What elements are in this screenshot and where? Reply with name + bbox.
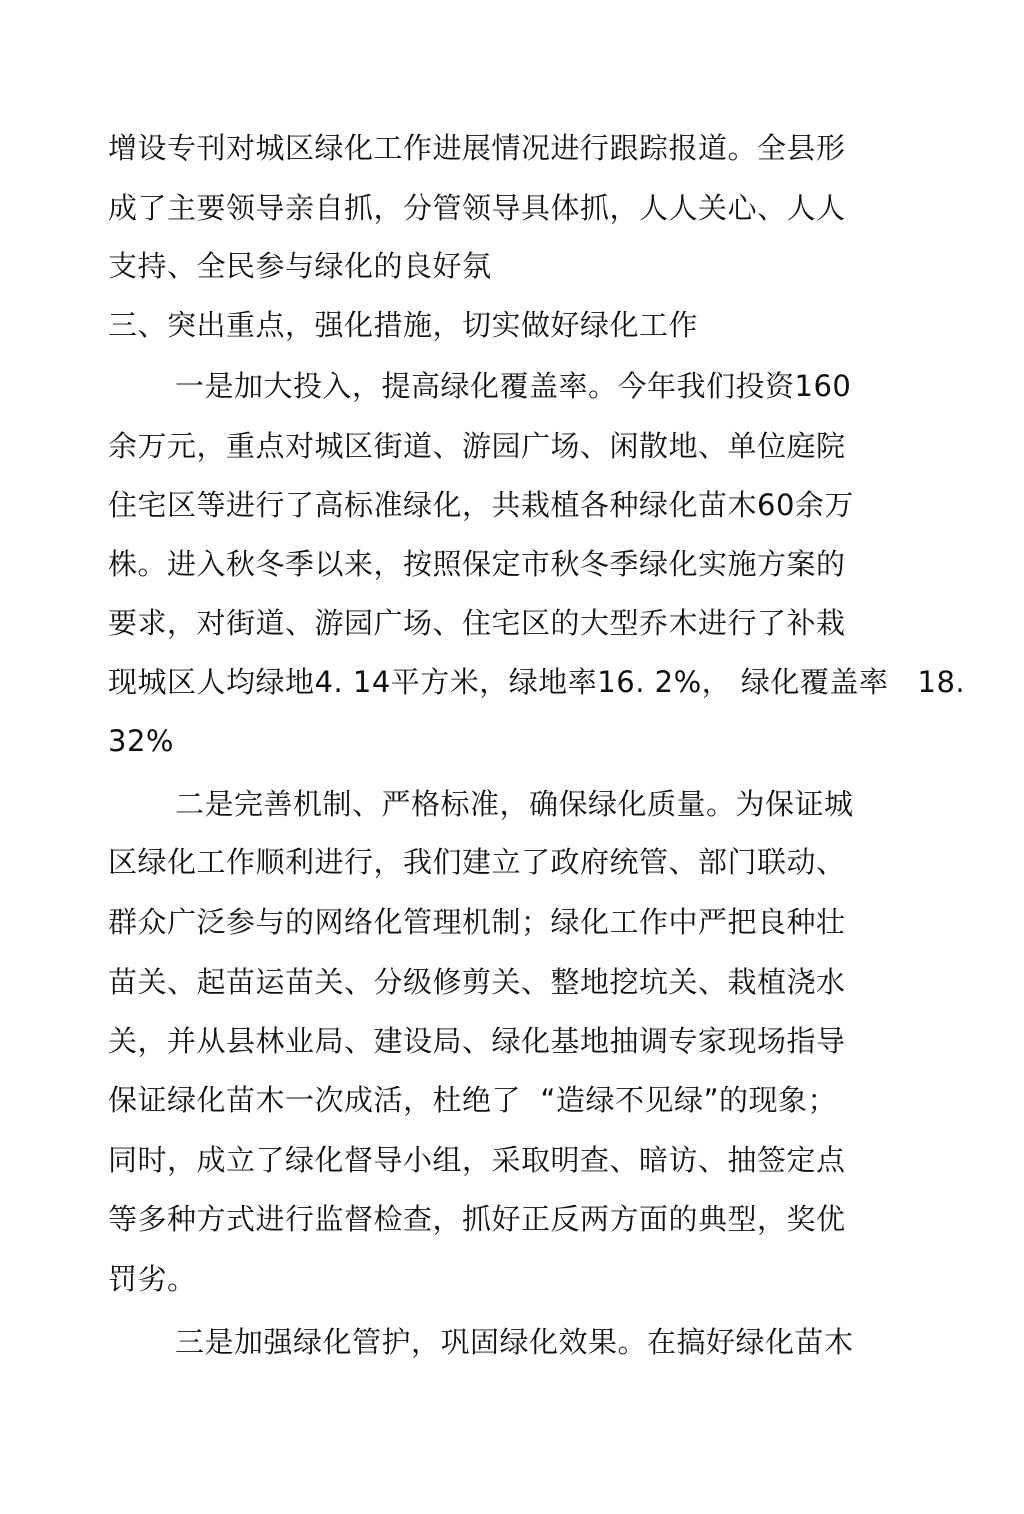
text-line-8: 株。进入秋冬季以来，按照保定市秋冬季绿化实施方案的 (108, 547, 846, 581)
text-line-12: 二是完善机制、严格标准，确保绿化质量。为保证城 (175, 787, 854, 821)
text-line-11: 32% (108, 724, 174, 758)
text-line-7: 住宅区等进行了高标准绿化，共栽植各种绿化苗木60余万 (108, 488, 854, 522)
text-line-1: 增设专刊对城区绿化工作进展情况进行跟踪报道。全县形 (108, 131, 846, 165)
text-line-13: 区绿化工作顺利进行，我们建立了政府统管、部门联动、 (108, 845, 846, 879)
text-line-19: 等多种方式进行监督检查，抓好正反两方面的典型，奖优 (108, 1202, 846, 1236)
text-line-16: 关，并从县林业局、建设局、绿化基地抽调专家现场指导 (108, 1024, 846, 1058)
text-line-20: 罚劣。 (108, 1262, 197, 1296)
text-line-3: 支持、全民参与绿化的良好氛 (108, 249, 492, 283)
text-line-5: 一是加大投入，提高绿化覆盖率。今年我们投资160 (175, 369, 852, 403)
text-line-15: 苗关、起苗运苗关、分级修剪关、整地挖坑关、栽植浇水 (108, 965, 846, 999)
text-line-17: 保证绿化苗木一次成活，杜绝了 “造绿不见绿”的现象； (108, 1083, 837, 1117)
section-heading: 三、突出重点，强化措施，切实做好绿化工作 (108, 308, 699, 342)
text-line-2: 成了主要领导亲自抓，分管领导具体抓，人人关心、人人 (108, 191, 846, 225)
text-line-9: 要求，对街道、游园广场、住宅区的大型乔木进行了补栽 (108, 606, 846, 640)
text-line-10: 现城区人均绿地4. 14平方米，绿地率16. 2%， 绿化覆盖率 18. (108, 665, 966, 699)
text-line-18: 同时，成立了绿化督导小组，采取明查、暗访、抽签定点 (108, 1143, 846, 1177)
text-line-21: 三是加强绿化管护，巩固绿化效果。在搞好绿化苗木 (175, 1325, 854, 1359)
text-line-14: 群众广泛参与的网络化管理机制；绿化工作中严把良种壮 (108, 905, 846, 939)
text-line-6: 余万元，重点对城区街道、游园广场、闲散地、单位庭院 (108, 429, 846, 463)
